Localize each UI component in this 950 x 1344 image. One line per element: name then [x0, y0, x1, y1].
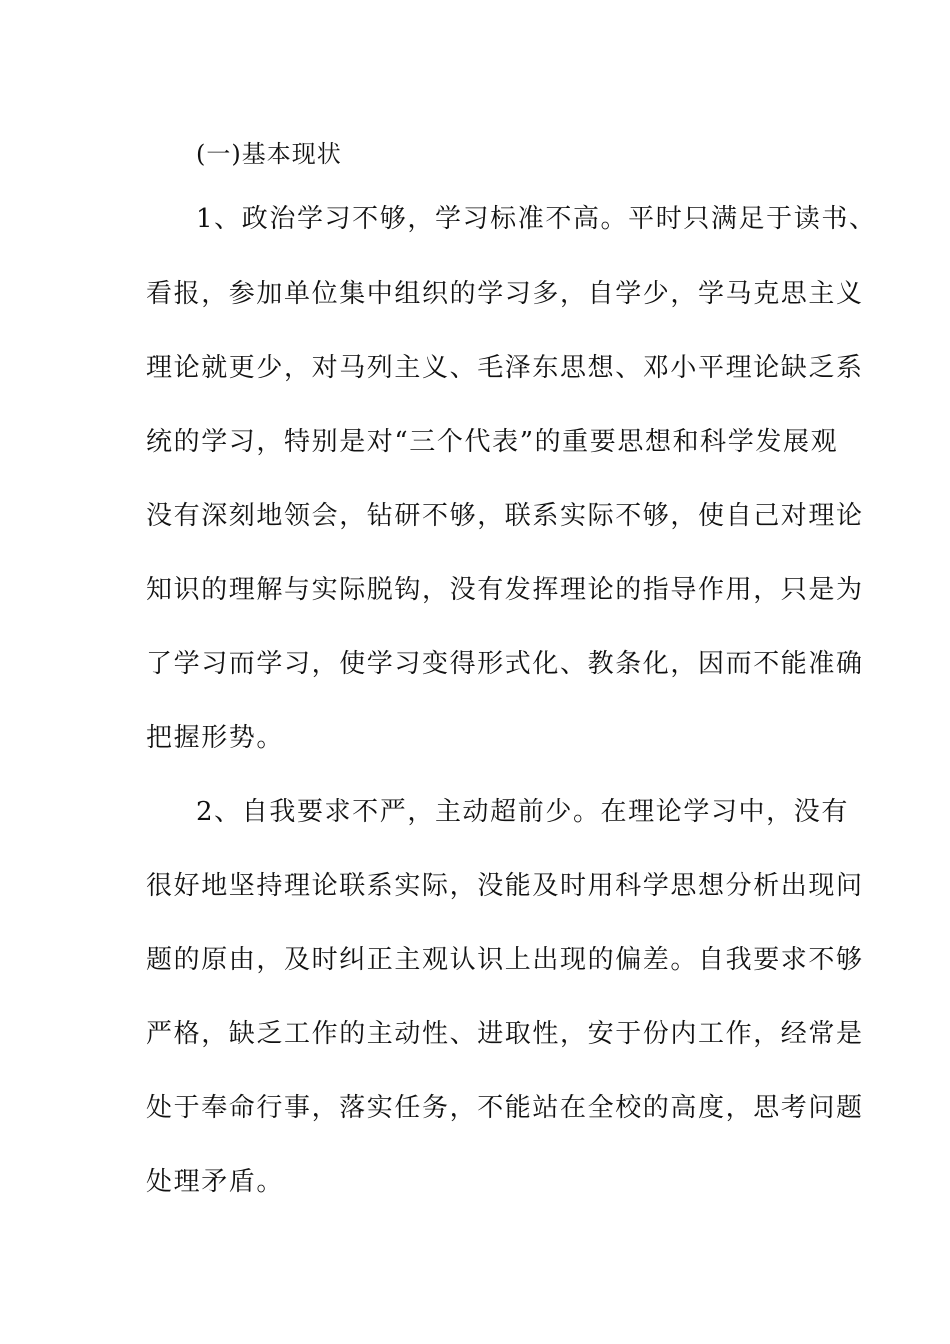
paragraph-line: 了学习而学习，使学习变得形式化、教条化，因而不能准确: [146, 649, 864, 679]
paragraph-line: 2、自我要求不严，主动超前少。在理论学习中，没有: [196, 797, 849, 827]
paragraph-line: 把握形势。: [146, 723, 285, 753]
paragraph-line: 统的学习，特别是对“三个代表”的重要思想和科学发展观: [146, 427, 839, 457]
paragraph-line: 严格，缺乏工作的主动性、进取性，安于份内工作，经常是: [146, 1019, 864, 1049]
paragraph-line: 很好地坚持理论联系实际，没能及时用科学思想分析出现问: [146, 871, 864, 901]
paragraph-line: 处理矛盾。: [146, 1167, 285, 1197]
paragraph-line: 处于奉命行事，落实任务，不能站在全校的高度，思考问题: [146, 1093, 864, 1123]
paragraph-line: 1、政治学习不够，学习标准不高。平时只满足于读书、: [196, 204, 877, 234]
paragraph-line: 题的原由，及时纠正主观认识上出现的偏差。自我要求不够: [146, 945, 864, 975]
paragraph-line: 知识的理解与实际脱钩，没有发挥理论的指导作用，只是为: [146, 575, 864, 605]
section-heading: (一)基本现状: [196, 140, 342, 168]
paragraph-line: 理论就更少，对马列主义、毛泽东思想、邓小平理论缺乏系: [146, 353, 864, 383]
paragraph-line: 没有深刻地领会，钻研不够，联系实际不够，使自己对理论: [146, 501, 864, 531]
paragraph-line: 看报，参加单位集中组织的学习多，自学少，学马克思主义: [146, 279, 864, 309]
